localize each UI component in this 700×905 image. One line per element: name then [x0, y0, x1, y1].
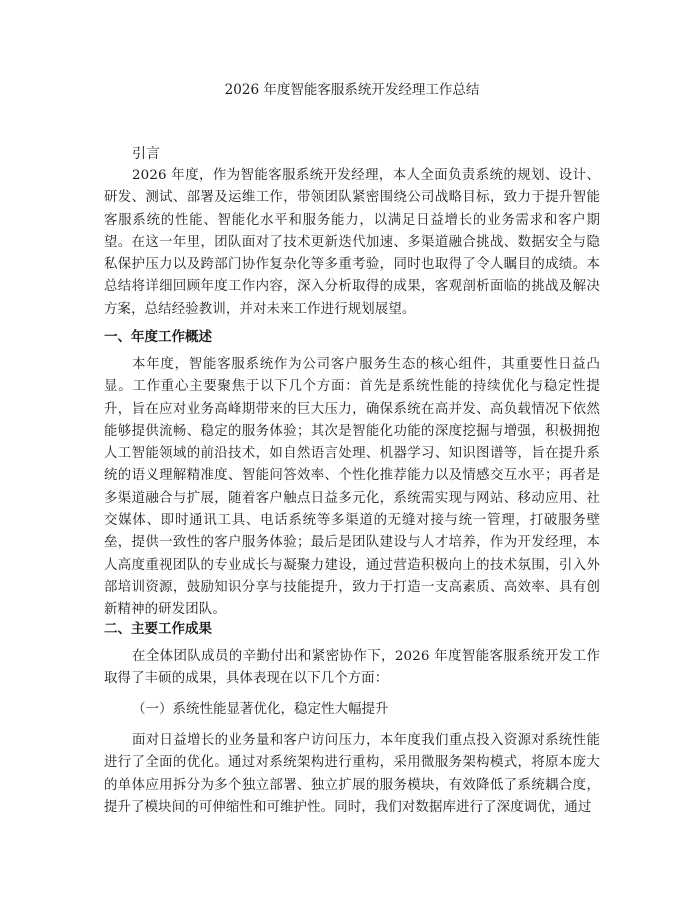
document-title: 2026 年度智能客服系统开发经理工作总结	[224, 82, 480, 98]
section2-sub-paragraph: 面对日益增长的业务量和客户访问压力，本年度我们重点投入资源对系统性能进行了全面的优化。通过对系统架构进行重构，采用微服务架构模式，将原本庞大的单体应用拆分为多个独立部署、独立扩展的服务模块，有效降低了系统耦合度，提升了模块间的可伸缩性和可维护性。同时，我们对数据库进行了深度调优，通过	[104, 733, 600, 815]
section2-heading: 二、主要工作成果	[104, 621, 212, 637]
section1-paragraph: 本年度，智能客服系统作为公司客户服务生态的核心组件，其重要性日益凸显。工作重心主要聚焦于以下几个方面：首先是系统性能的持续优化与稳定性提升，旨在应对业务高峰期带来的巨大压力，确保系统在高并发、高负载情况下依然能够提供流畅、稳定的服务体验；其次是智能化功能的深度挖掘与增强，积极拥抱人工智能领域的前沿技术，如自然语言处理、机器学习、知识图谱等，旨在提升系统的语义理解精准度、智能问答效率、个性化推荐能力以及情感交互水平；再者是多渠道融合与扩展，随着客户触点日益多元化，系统需实现与网站、移动应用、社交媒体、即时通讯工具、电话系统等多渠道的无缝对接与统一管理，打破服务壁垒，提供一致性的客户服务体验；最后是团队建设与人才培养，作为开发经理，本人高度重视团队的专业成长与凝聚力建设，通过营造积极向上的技术氛围，引入外部培训资源，鼓励知识分享与技能提升，致力于打造一支高素质、高效率、具有创新精神的研发团队。	[104, 357, 600, 618]
section2-paragraph: 在全体团队成员的辛勤付出和紧密协作下，2026 年度智能客服系统开发工作取得了丰硕的成果，具体表现在以下几个方面：	[104, 649, 600, 687]
intro-paragraph: 2026 年度，作为智能客服系统开发经理，本人全面负责系统的规划、设计、研发、测试、部署及运维工作，带领团队紧密围绕公司战略目标，致力于提升智能客服系统的性能、智能化水平和服务能力，以满足日益增长的业务需求和客户期望。在这一年里，团队面对了技术更新迭代加速、多渠道融合挑战、数据安全与隐私保护压力以及跨部门协作复杂化等多重考验，同时也取得了令人瞩目的成绩。本总结将详细回顾年度工作内容，深入分析取得的成果，客观剖析面临的挑战及解决方案，总结经验教训，并对未来工作进行规划展望。	[104, 168, 600, 317]
section1-heading: 一、年度工作概述	[104, 329, 212, 345]
section2-subheading: （一）系统性能显著优化，稳定性大幅提升	[132, 701, 389, 717]
intro-label: 引言	[132, 146, 160, 162]
